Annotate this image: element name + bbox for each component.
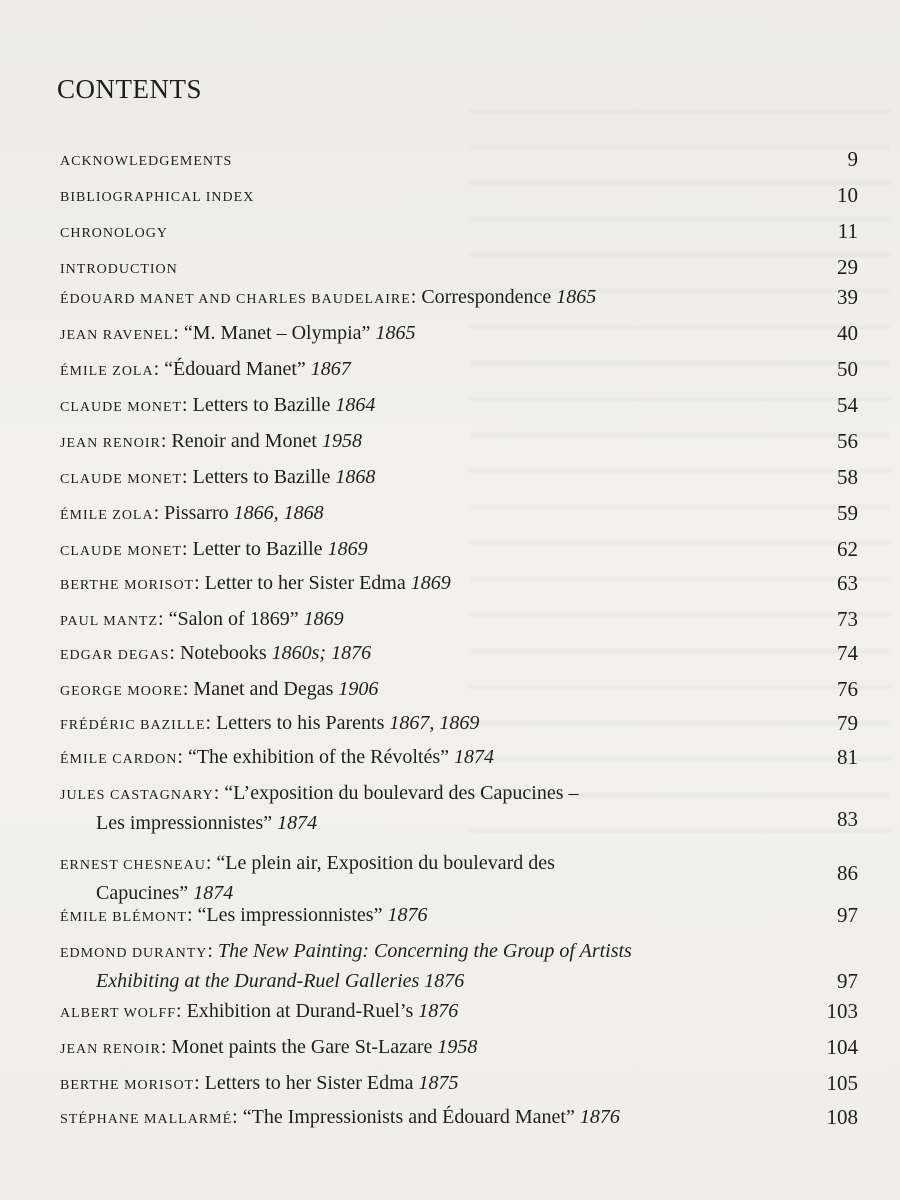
toc-work-title: Letters to her Sister Edma xyxy=(204,1072,414,1094)
toc-date: 1874 xyxy=(193,882,234,904)
toc-entry-line xyxy=(60,284,596,313)
toc-author: CHRONOLOGY xyxy=(60,226,168,241)
page-title: CONTENTS xyxy=(57,74,202,104)
toc-work-title: The New Painting: Concerning the Group of Artists xyxy=(217,940,632,962)
toc-work-title: “The Impressionists and Édouard Manet” xyxy=(242,1106,575,1128)
toc-entry-line xyxy=(60,182,254,211)
toc-entry-line xyxy=(60,902,427,931)
toc-entry-line xyxy=(60,780,579,809)
toc-separator: : xyxy=(194,1072,205,1094)
toc-page-number: 58 xyxy=(837,465,858,489)
toc-entry xyxy=(0,284,900,310)
toc-date: 1864 xyxy=(335,394,376,416)
toc-author: EDMOND DURANTY xyxy=(60,946,208,961)
toc-author: ÉMILE ZOLA xyxy=(60,508,154,523)
toc-work-title: Exhibition at Durand-Ruel’s xyxy=(186,1000,414,1022)
toc-work-title: Letter to her Sister Edma xyxy=(204,572,406,594)
toc-separator: : xyxy=(158,608,169,630)
toc-entry xyxy=(0,392,900,418)
toc-page-number: 73 xyxy=(837,607,858,631)
toc-page-number: 54 xyxy=(837,393,858,417)
toc-entry-line xyxy=(60,356,351,385)
toc-separator: : xyxy=(176,1000,187,1022)
toc-date: 1865 xyxy=(375,322,416,344)
toc-author: ÉMILE ZOLA xyxy=(60,364,154,379)
toc-date: 1866, 1868 xyxy=(233,502,324,524)
toc-work-title: Letters to Bazille xyxy=(192,466,331,488)
toc-work-title: Renoir and Monet xyxy=(171,430,317,452)
toc-entry-line xyxy=(60,1070,459,1099)
toc-page-number: 74 xyxy=(837,641,858,665)
toc-date: 1869 xyxy=(410,572,451,594)
toc-author: BERTHE MORISOT xyxy=(60,578,195,593)
toc-entry xyxy=(0,710,900,736)
toc-entry xyxy=(0,254,900,280)
toc-entry xyxy=(0,356,900,382)
toc-date: 1874 xyxy=(454,746,494,768)
toc-page-number: 50 xyxy=(837,357,858,381)
toc-author: ACKNOWLEDGEMENTS xyxy=(60,154,233,169)
toc-entry xyxy=(0,676,900,702)
toc-author: ERNEST CHESNEAU xyxy=(60,858,206,873)
toc-entry-line xyxy=(60,464,375,493)
toc-separator: : xyxy=(182,678,194,700)
toc-entry xyxy=(0,464,900,490)
toc-work-title: Notebooks xyxy=(179,642,267,664)
toc-author: ÉMILE CARDON xyxy=(60,752,178,767)
toc-entry-line xyxy=(60,676,378,705)
toc-work-title: Letters to Bazille xyxy=(192,394,331,416)
toc-separator: : xyxy=(169,642,180,664)
toc-entry xyxy=(0,606,900,632)
toc-author: JULES CASTAGNARY xyxy=(60,788,214,803)
toc-author: PAUL MANTZ xyxy=(60,614,159,629)
toc-date: 1958 xyxy=(321,430,362,452)
toc-page-number: 11 xyxy=(837,219,858,243)
toc-author: CLAUDE MONET xyxy=(60,400,183,415)
toc-entry xyxy=(0,998,900,1024)
toc-entry-line xyxy=(60,744,494,773)
toc-entry-line xyxy=(60,1104,620,1133)
toc-author: STÉPHANE MALLARMÉ xyxy=(60,1112,233,1127)
toc-separator: : xyxy=(207,940,218,962)
toc-entry xyxy=(0,146,900,172)
toc-entry-line xyxy=(60,640,371,669)
toc-date: 1867 xyxy=(310,358,351,380)
toc-separator: : xyxy=(194,572,205,594)
toc-work-title: “Les impressionnistes” xyxy=(197,904,383,926)
toc-entry xyxy=(0,640,900,666)
toc-date: 1860s; 1876 xyxy=(271,642,372,664)
toc-separator: : xyxy=(205,712,217,734)
toc-author: JEAN RENOIR xyxy=(60,436,161,451)
toc-date: 1874 xyxy=(277,812,318,834)
toc-entry xyxy=(0,1104,900,1130)
toc-page-number: 9 xyxy=(847,147,858,171)
toc-entry-line xyxy=(60,938,632,967)
toc-separator: : xyxy=(205,852,217,874)
toc-work-title: “Édouard Manet” xyxy=(164,358,306,380)
toc-work-title: “Salon of 1869” xyxy=(168,608,299,630)
toc-separator: : xyxy=(232,1106,243,1128)
toc-page-number: 83 xyxy=(837,807,858,831)
toc-entry-line xyxy=(60,392,375,421)
toc-entry-line xyxy=(60,850,555,879)
toc-date: 1876 xyxy=(579,1106,620,1128)
toc-page-number: 79 xyxy=(837,711,858,735)
toc-date: 1876 xyxy=(418,1000,459,1022)
toc-author: JEAN RENOIR xyxy=(60,1042,161,1057)
toc-entry-line xyxy=(60,710,479,739)
toc-separator: : xyxy=(153,358,165,380)
toc-work-title: “Le plein air, Exposition du boulevard des xyxy=(216,852,555,874)
toc-date: 1906 xyxy=(338,678,379,700)
toc-entry xyxy=(0,744,900,770)
toc-page-number: 10 xyxy=(837,183,858,207)
toc-separator: : xyxy=(182,538,193,560)
toc-separator: : xyxy=(173,322,184,344)
toc-entry xyxy=(0,780,900,832)
toc-work-title: Correspondence xyxy=(421,286,552,308)
toc-entry-line xyxy=(60,254,178,283)
toc-entry xyxy=(0,320,900,346)
toc-date: 1876 xyxy=(387,904,428,926)
toc-entry-line xyxy=(60,570,451,599)
toc-page-number: 97 xyxy=(837,969,858,993)
toc-entry xyxy=(0,500,900,526)
toc-page-number: 29 xyxy=(837,255,858,279)
toc-author: CLAUDE MONET xyxy=(60,472,183,487)
toc-work-title-continued: Les impressionnistes” xyxy=(96,812,273,834)
toc-page-number: 105 xyxy=(826,1071,858,1095)
toc-entry-line xyxy=(60,1034,477,1063)
toc-page-number: 103 xyxy=(826,999,858,1023)
toc-entry-line xyxy=(60,998,458,1027)
toc-entry-line xyxy=(60,500,324,529)
toc-entry xyxy=(0,570,900,596)
toc-entry xyxy=(0,536,900,562)
toc-author: EDGAR DEGAS xyxy=(60,648,170,663)
toc-work-title: Manet and Degas xyxy=(193,678,334,700)
toc-date: 1868 xyxy=(335,466,376,488)
toc-page-number: 63 xyxy=(837,571,858,595)
toc-date: 1869 xyxy=(303,608,344,630)
toc-page-number: 40 xyxy=(837,321,858,345)
toc-page-number: 56 xyxy=(837,429,858,453)
toc-author: JEAN RAVENEL xyxy=(60,328,174,343)
toc-author: FRÉDÉRIC BAZILLE xyxy=(60,718,206,733)
toc-date: 1869 xyxy=(327,538,368,560)
toc-page-number: 86 xyxy=(837,861,858,885)
toc-separator: : xyxy=(182,394,193,416)
toc-entry-line xyxy=(60,320,415,349)
toc-date: 1876 xyxy=(424,970,465,992)
toc-entry-line xyxy=(60,606,344,635)
toc-author: ÉDOUARD MANET AND CHARLES BAUDELAIRE xyxy=(60,292,411,307)
toc-entry xyxy=(0,428,900,454)
toc-separator: : xyxy=(186,904,198,926)
toc-work-title: Letters to his Parents xyxy=(216,712,385,734)
toc-work-title: Letter to Bazille xyxy=(192,538,323,560)
toc-entry-line xyxy=(60,218,168,247)
toc-page-number: 108 xyxy=(826,1105,858,1129)
toc-date: 1875 xyxy=(418,1072,459,1094)
toc-work-title-continued: Exhibiting at the Durand-Ruel Galleries xyxy=(96,970,420,992)
toc-entry-line xyxy=(96,810,317,836)
toc-page-number: 97 xyxy=(837,903,858,927)
toc-page-number: 39 xyxy=(837,285,858,309)
toc-work-title: Pissarro xyxy=(164,502,229,524)
toc-date: 1958 xyxy=(437,1036,478,1058)
toc-author: BERTHE MORISOT xyxy=(60,1078,195,1093)
toc-entry xyxy=(0,850,900,902)
toc-entry xyxy=(0,938,900,993)
toc-page-number: 81 xyxy=(837,745,858,769)
toc-page-number: 76 xyxy=(837,677,858,701)
toc-entry-line xyxy=(60,146,232,175)
toc-entry xyxy=(0,218,900,244)
toc-author: CLAUDE MONET xyxy=(60,544,183,559)
toc-page-number: 62 xyxy=(837,537,858,561)
toc-author: GEORGE MOORE xyxy=(60,684,183,699)
toc-entry-line xyxy=(60,428,362,457)
toc-author: ÉMILE BLÉMONT xyxy=(60,910,187,925)
toc-separator: : xyxy=(160,1036,172,1058)
toc-separator: : xyxy=(177,746,188,768)
toc-separator: : xyxy=(410,286,422,308)
toc-entry xyxy=(0,902,900,928)
toc-entry xyxy=(0,1070,900,1096)
toc-entry-line xyxy=(60,536,368,565)
toc-separator: : xyxy=(213,782,225,804)
toc-author: BIBLIOGRAPHICAL INDEX xyxy=(60,190,255,205)
toc-author: INTRODUCTION xyxy=(60,262,178,277)
toc-work-title: “The exhibition of the Révoltés” xyxy=(187,746,449,768)
toc-work-title: Monet paints the Gare St-Lazare xyxy=(171,1036,433,1058)
toc-author: ALBERT WOLFF xyxy=(60,1006,177,1021)
toc-work-title: “L’exposition du boulevard des Capucines – xyxy=(224,782,579,804)
toc-separator: : xyxy=(153,502,165,524)
toc-entry xyxy=(0,182,900,208)
toc-separator: : xyxy=(182,466,193,488)
toc-work-title-continued: Capucines” xyxy=(96,882,189,904)
toc-separator: : xyxy=(160,430,172,452)
toc-page-number: 59 xyxy=(837,501,858,525)
toc-date: 1867, 1869 xyxy=(389,712,480,734)
toc-page-number: 104 xyxy=(826,1035,858,1059)
toc-entry-line xyxy=(96,968,464,994)
toc-work-title: “M. Manet – Olympia” xyxy=(183,322,371,344)
toc-entry xyxy=(0,1034,900,1060)
toc-date: 1865 xyxy=(556,286,597,308)
